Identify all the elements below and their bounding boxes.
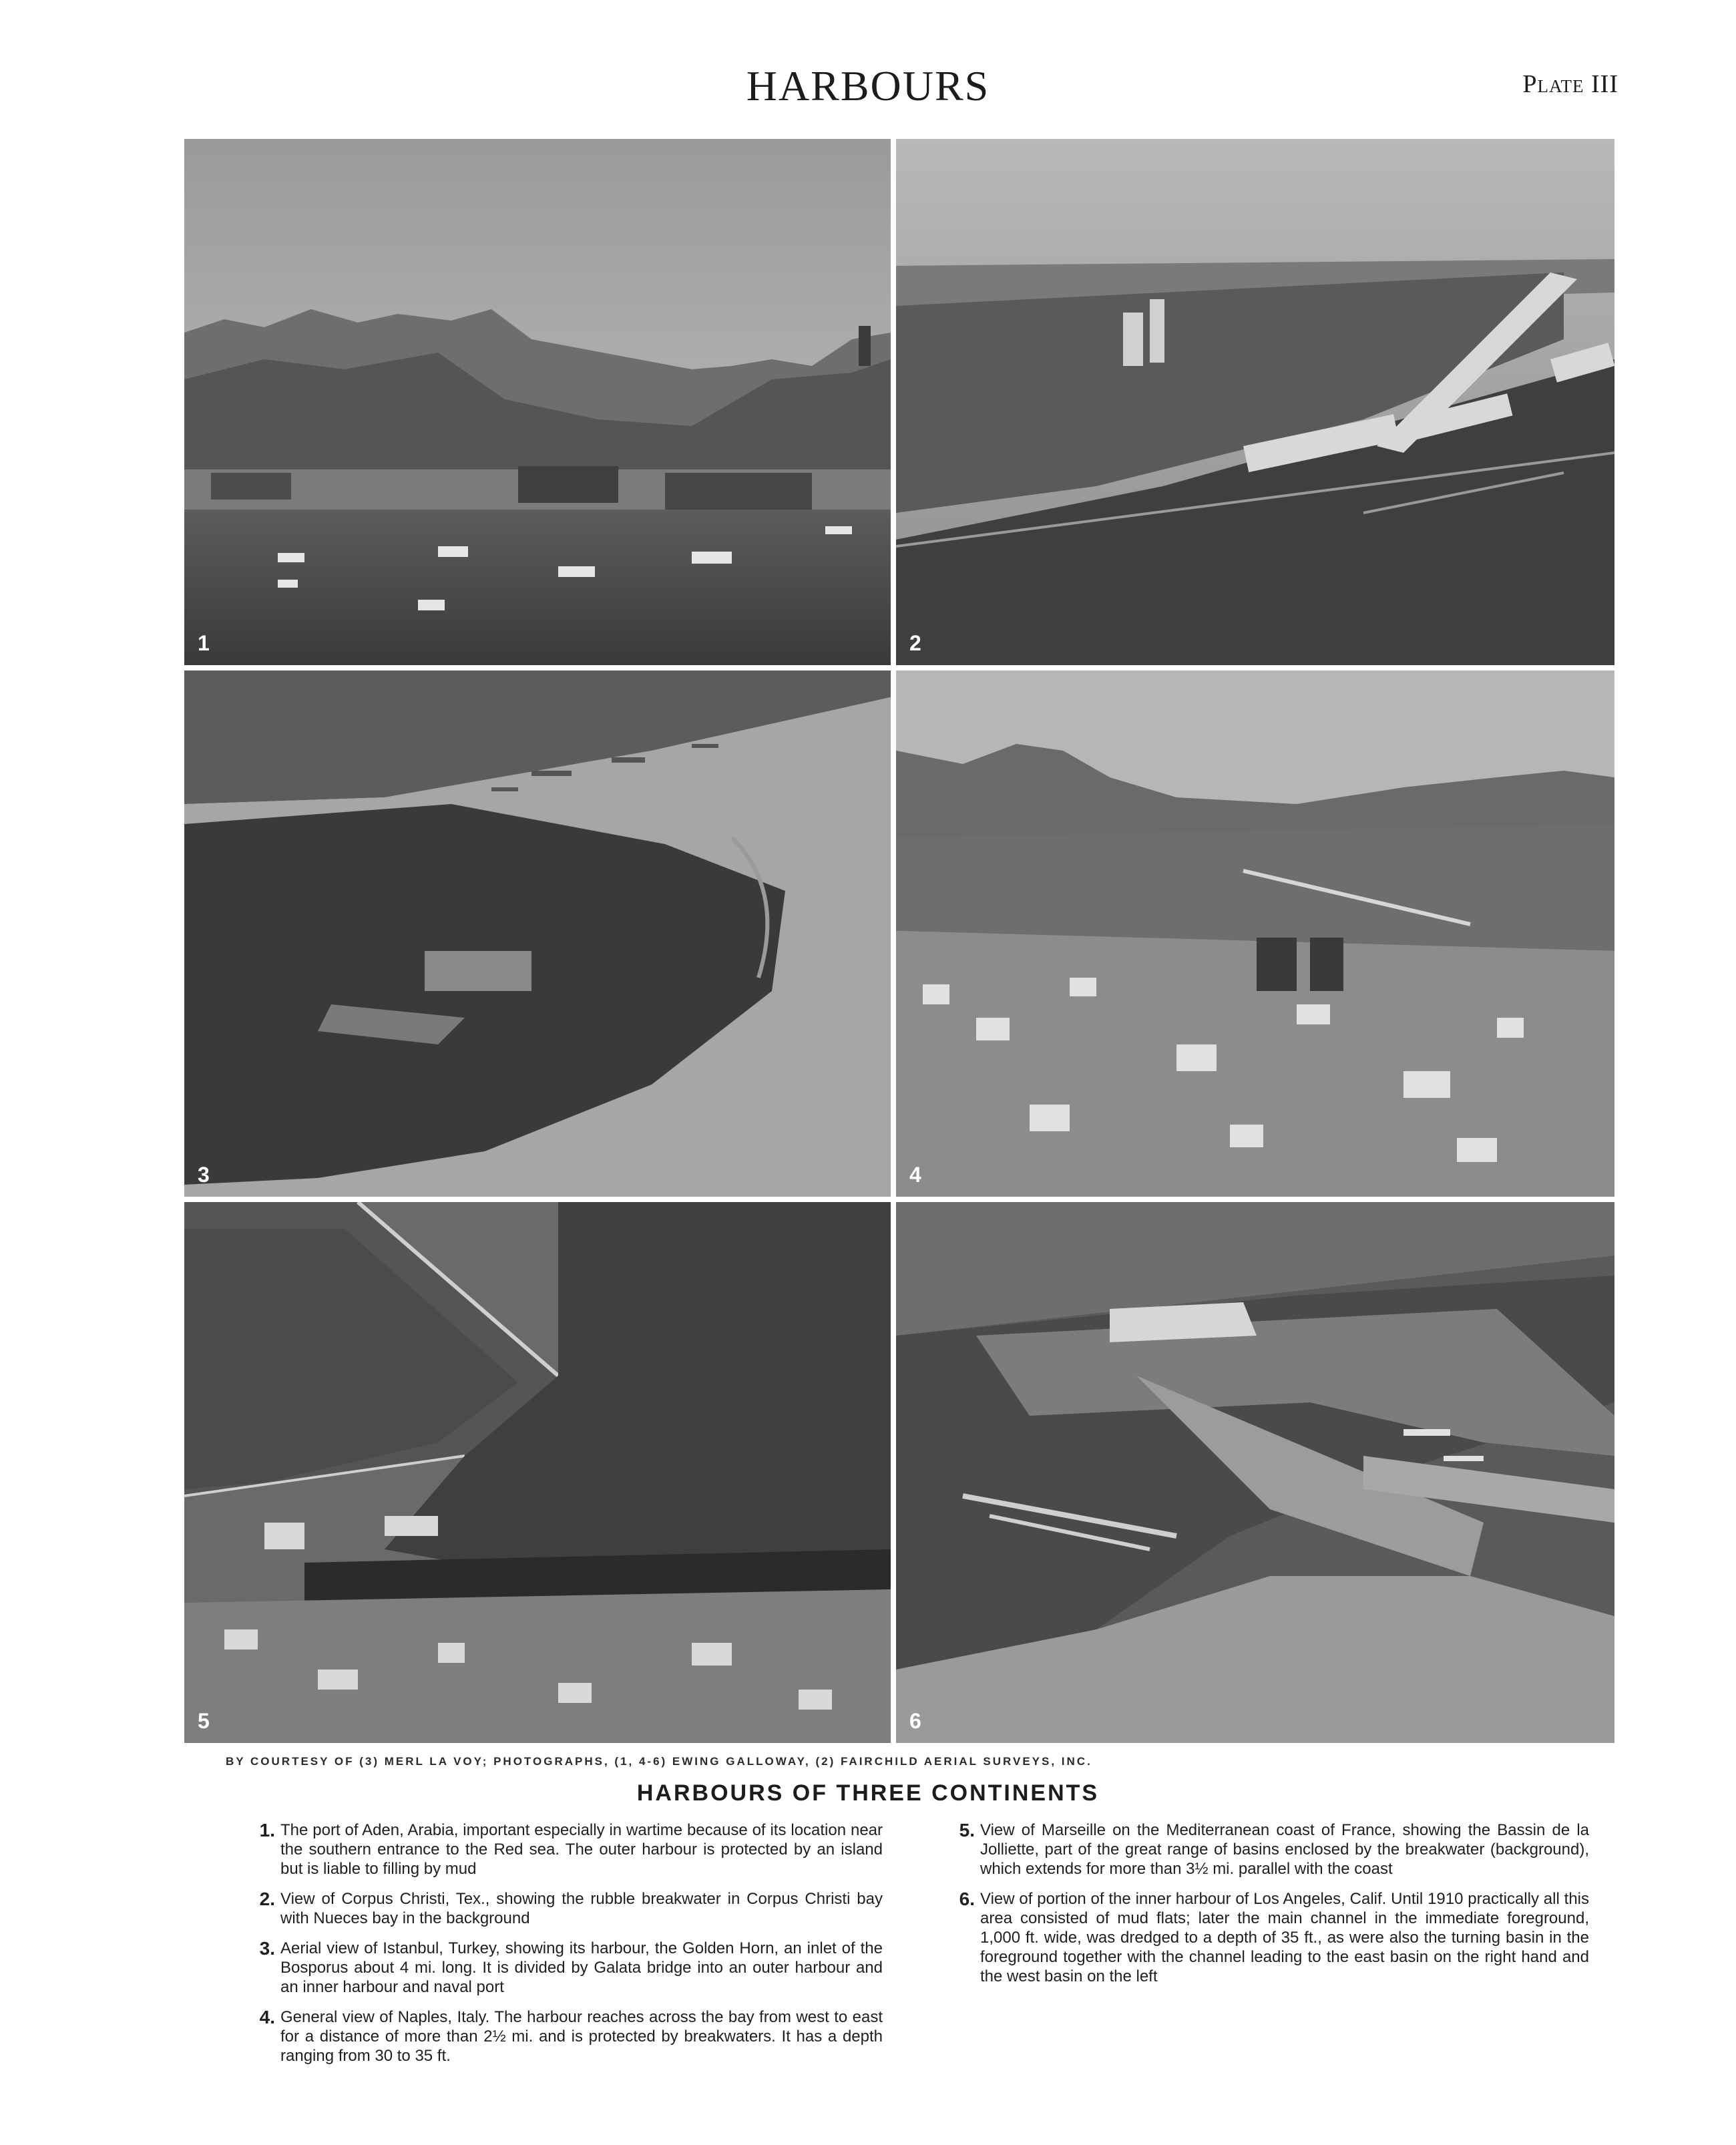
caption-text: View of Marseille on the Mediterranean coast of France, showing the Bassin de la Jolliette, part of the great range of basins enclosed by the breakwater (background), which extends for more than 3½ mi. parallel with the coast xyxy=(980,1821,1589,1878)
photo-number: 2 xyxy=(909,631,921,655)
marseille-image xyxy=(184,1202,891,1743)
caption-item xyxy=(228,1889,883,1928)
caption-item xyxy=(928,1889,1589,1986)
caption-number: 1. xyxy=(259,1820,275,1840)
caption-item xyxy=(228,1820,883,1879)
caption-number: 5. xyxy=(959,1820,975,1840)
section-heading: HARBOURS OF THREE CONTINENTS xyxy=(636,1780,1100,1806)
caption-number: 2. xyxy=(259,1889,275,1909)
photo-grid xyxy=(183,138,1616,1744)
caption-number: 6. xyxy=(959,1889,975,1909)
caption-item xyxy=(228,1939,883,1997)
caption-text: View of portion of the inner harbour of Los Angeles, Calif. Until 1910 practically all this area consisted of mud flats; later the main channel in the immediate foreground, 1,000 ft. wide, was dredged to a depth of 35 ft., as were also the turning basin in the foreground together with the channel leading to the east basin on the right hand and the west basin on the left xyxy=(980,1890,1589,1985)
aden-harbour-image xyxy=(184,139,891,665)
captions-right-column xyxy=(928,1820,1589,1997)
photo-naples xyxy=(896,670,1614,1197)
photo-credit: BY COURTESY OF (3) MERL LA VOY; PHOTOGRAPHS, (1, 4-6) EWING GALLOWAY, (2) FAIRCHILD AERIAL SURVEYS, INC. xyxy=(226,1755,1092,1768)
plate-label: Plate III xyxy=(1522,70,1618,98)
caption-text: The port of Aden, Arabia, important especially in wartime because of its location near the southern entrance to the Red sea. The outer harbour is protected by an island but is liable to filling by mud xyxy=(280,1821,883,1878)
caption-text: Aerial view of Istanbul, Turkey, showing its harbour, the Golden Horn, an inlet of the Bosporus about 4 mi. long. It is divided by Galata bridge into an outer harbour and an inner harbour and naval port xyxy=(280,1939,883,1996)
photo-number: 1 xyxy=(198,631,210,655)
photo-corpus-christi xyxy=(896,139,1614,665)
photo-number: 3 xyxy=(198,1163,210,1187)
caption-text: View of Corpus Christi, Tex., showing the rubble breakwater in Corpus Christi bay with Nueces bay in the background xyxy=(280,1890,883,1927)
caption-item xyxy=(928,1820,1589,1879)
caption-number: 3. xyxy=(259,1938,275,1959)
photo-marseille xyxy=(184,1202,891,1743)
photo-aden xyxy=(184,139,891,665)
photo-istanbul xyxy=(184,670,891,1197)
los-angeles-image xyxy=(896,1202,1614,1743)
page-title: HARBOURS xyxy=(746,62,990,110)
istanbul-image xyxy=(184,670,891,1197)
photo-number: 6 xyxy=(909,1709,921,1733)
photo-los-angeles xyxy=(896,1202,1614,1743)
caption-item xyxy=(228,2007,883,2066)
naples-image xyxy=(896,670,1614,1197)
photo-number: 4 xyxy=(909,1163,921,1187)
caption-number: 4. xyxy=(259,2007,275,2027)
photo-number: 5 xyxy=(198,1709,210,1733)
corpus-christi-image xyxy=(896,139,1614,665)
captions-left-column xyxy=(228,1820,883,2076)
caption-text: General view of Naples, Italy. The harbour reaches across the bay from west to east for a distance of more than 2½ mi. and is protected by breakwaters. It has a depth ranging from 30 to 35 ft. xyxy=(280,2008,883,2065)
